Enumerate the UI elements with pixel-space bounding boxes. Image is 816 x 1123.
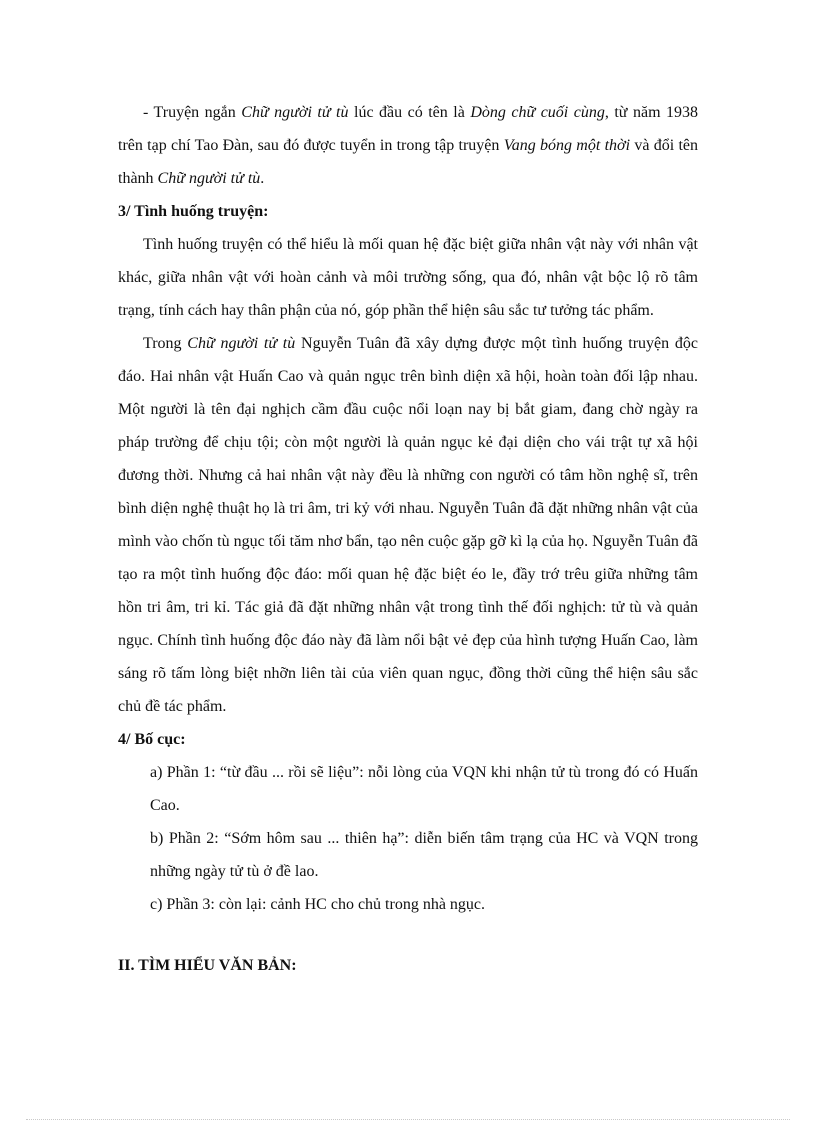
intro-text-2: lúc đầu có tên là bbox=[348, 104, 471, 121]
situation-definition-paragraph: Tình huống truyện có thể hiểu là mối quan hệ đặc biệt giữa nhân vật này với nhân vật khác, giữa nhân vật với hoàn cảnh và môi trường sống, qua đó, nhân vật bộc lộ rõ tâm trạng, tính cách hay thân phận của nó, góp phần thể hiện sâu sắc tư tưởng tác phẩm. bbox=[118, 236, 698, 319]
intro-text-4: và đổi tên thành bbox=[118, 137, 699, 187]
document-body bbox=[118, 96, 698, 982]
spacer bbox=[118, 921, 698, 949]
situation-analysis-paragraph bbox=[118, 327, 698, 723]
intro-text-1: - Truyện ngắn bbox=[143, 104, 242, 121]
intro-text-5: . bbox=[260, 170, 265, 187]
page-footer-divider bbox=[26, 1119, 790, 1120]
collection-title: Vang bóng một thời bbox=[503, 137, 631, 154]
renamed-title: Chữ người tử tù bbox=[157, 170, 261, 187]
section-heading-situation: 3/ Tình huống truyện: bbox=[118, 203, 269, 220]
analysis-work-title: Chữ người tử tù bbox=[187, 335, 296, 352]
structure-part-c: c) Phần 3: còn lại: cảnh HC cho chủ trong nhà ngục. bbox=[150, 896, 486, 913]
analysis-text-2: Nguyễn Tuân đã xây dựng được một tình huống truyện độc đáo. Hai nhân vật Huấn Cao và quản ngục trên bình diện xã hội, hoàn toàn đối lập nhau. Một người là tên đại nghịch cầm đầu cuộc nổi loạn nay bị bắt giam, đang chờ ngày ra pháp trường để chịu tội; còn một người là quản ngục kẻ đại diện cho vái trật tự xã hội đương thời. Nhưng cả hai nhân vật này đều là những con người có tâm hồn nghệ sĩ, trên bình diện nghệ thuật họ là tri âm, tri kỷ với nhau. Nguyễn Tuân đã đặt những nhân vật của mình vào chốn tù ngục tối tăm nhơ bẩn, tạo nên cuộc gặp gỡ kì lạ của họ. Nguyễn Tuân đã tạo ra một tình huống độc đáo: mối quan hệ đặc biệt éo le, đầy trớ trêu giữa những tâm hồn tri âm, tri kỉ. Tác giả đã đặt những nhân vật trong tình thế đối nghịch: tử tù và quản ngục. Chính tình huống độc đáo này đã làm nổi bật vẻ đẹp của hình tượng Huấn Cao, làm sáng rõ tấm lòng biệt nhỡn liên tài của viên quan ngục, đồng thời cũng thể hiện sâu sắc chủ đề tác phẩm. bbox=[118, 335, 699, 715]
section-heading-structure: 4/ Bố cục: bbox=[118, 731, 186, 748]
structure-part-b: b) Phần 2: “Sớm hôm sau ... thiên hạ”: diễn biến tâm trạng của HC và VQN trong những ngày tử tù ở đề lao. bbox=[150, 830, 698, 880]
original-title: Dòng chữ cuối cùng bbox=[470, 104, 605, 121]
work-title: Chữ người tử tù bbox=[241, 104, 349, 121]
analysis-text-1: Trong bbox=[143, 335, 188, 352]
intro-paragraph bbox=[118, 96, 698, 195]
section-heading-text-study: II. TÌM HIỂU VĂN BẢN: bbox=[118, 957, 297, 974]
intro-text-3: , từ năm 1938 trên tạp chí Tao Đàn, sau đó được tuyển in trong tập truyện bbox=[118, 104, 699, 154]
structure-part-a: a) Phần 1: “từ đầu ... rồi sẽ liệu”: nỗi lòng của VQN khi nhận tử tù trong đó có Huấn Cao. bbox=[150, 764, 698, 814]
